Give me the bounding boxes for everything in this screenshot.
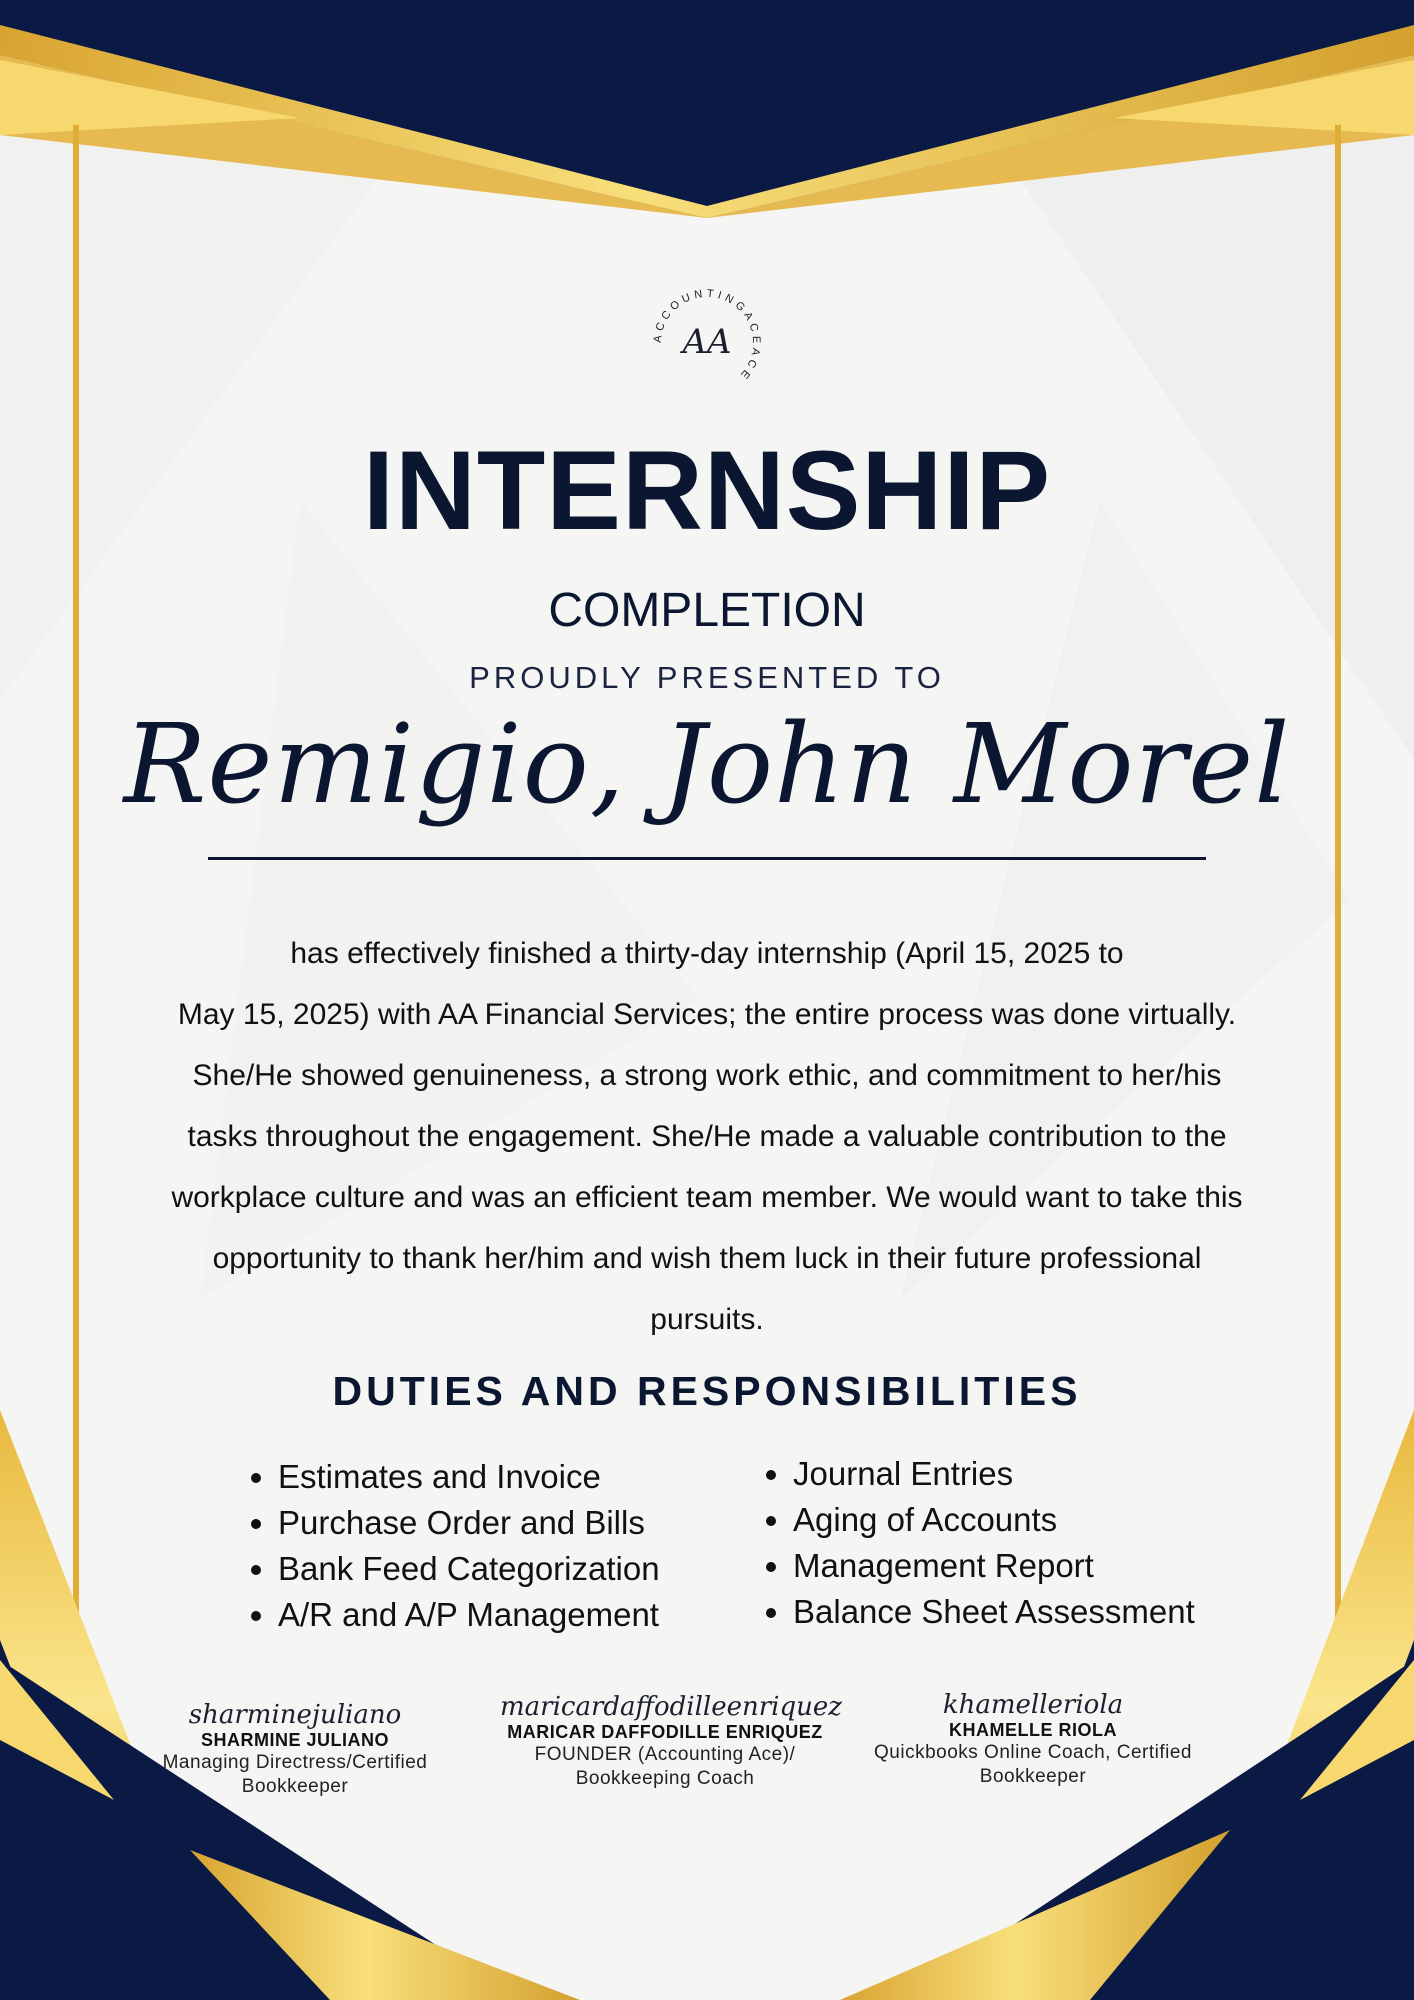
presented-to-label: PROUDLY PRESENTED TO xyxy=(469,660,945,695)
name-underline xyxy=(208,857,1206,860)
signatory-block xyxy=(500,1692,842,1791)
signatory-role: FOUNDER (Accounting Ace)/ xyxy=(534,1744,796,1765)
body-line: She/He showed genuineness, a strong work ethic, and commitment to her/his xyxy=(192,1059,1222,1092)
body-line: has effectively finished a thirty-day internship (April 15, 2025 to xyxy=(290,937,1124,970)
signatory-role: Bookkeeper xyxy=(979,1766,1087,1787)
logo-initials: AA xyxy=(682,322,732,362)
duty-item: • A/R and A/P Management xyxy=(278,1592,718,1638)
duties-list-left xyxy=(244,1454,718,1638)
recipient-name: Remigio, John Morel xyxy=(123,700,1291,828)
signatory-name: MARICAR DAFFODILLE ENRIQUEZ xyxy=(507,1722,823,1742)
certificate-subtitle: COMPLETION xyxy=(548,584,866,637)
duties-heading: DUTIES AND RESPONSIBILITIES xyxy=(332,1368,1082,1414)
body-line: opportunity to thank her/him and wish them luck in their future professional xyxy=(212,1242,1202,1275)
signatory-name: SHARMINE JULIANO xyxy=(200,1730,389,1750)
certificate-title: INTERNSHIP xyxy=(362,428,1052,553)
duty-item: • Aging of Accounts xyxy=(793,1497,1253,1543)
signatory-name: KHAMELLE RIOLA xyxy=(949,1720,1117,1740)
handwritten-signature: sharminejuliano xyxy=(188,1700,402,1730)
signatory-role: Quickbooks Online Coach, Certified xyxy=(874,1742,1192,1763)
signatory-block xyxy=(135,1700,455,1799)
duty-item: • Purchase Order and Bills xyxy=(278,1500,718,1546)
body-line: May 15, 2025) with AA Financial Services; the entire process was done virtually. xyxy=(177,998,1237,1031)
body-line: pursuits. xyxy=(650,1303,764,1336)
company-logo xyxy=(647,283,767,403)
handwritten-signature: maricardaffodilleenriquez xyxy=(500,1692,842,1722)
duty-item: • Bank Feed Categorization xyxy=(278,1546,718,1592)
signatory-role: Bookkeeper xyxy=(241,1776,349,1797)
signatory-block xyxy=(850,1690,1216,1789)
logo-ring-text: ACCOUNTINGACEACE xyxy=(651,287,763,384)
handwritten-signature: khamelleriola xyxy=(942,1690,1124,1720)
certificate-body xyxy=(98,923,1316,1350)
signatory-role: Managing Directress/Certified xyxy=(162,1752,428,1773)
signatory-role: Bookkeeping Coach xyxy=(575,1768,755,1789)
duty-item: • Estimates and Invoice xyxy=(278,1454,718,1500)
body-line: tasks throughout the engagement. She/He made a valuable contribution to the xyxy=(187,1120,1227,1153)
duty-item: • Journal Entries xyxy=(793,1451,1253,1497)
duty-item: • Balance Sheet Assessment xyxy=(793,1589,1253,1635)
duty-item: • Management Report xyxy=(793,1543,1253,1589)
body-line: workplace culture and was an efficient team member. We would want to take this xyxy=(171,1181,1243,1214)
duties-list-right xyxy=(759,1451,1253,1635)
